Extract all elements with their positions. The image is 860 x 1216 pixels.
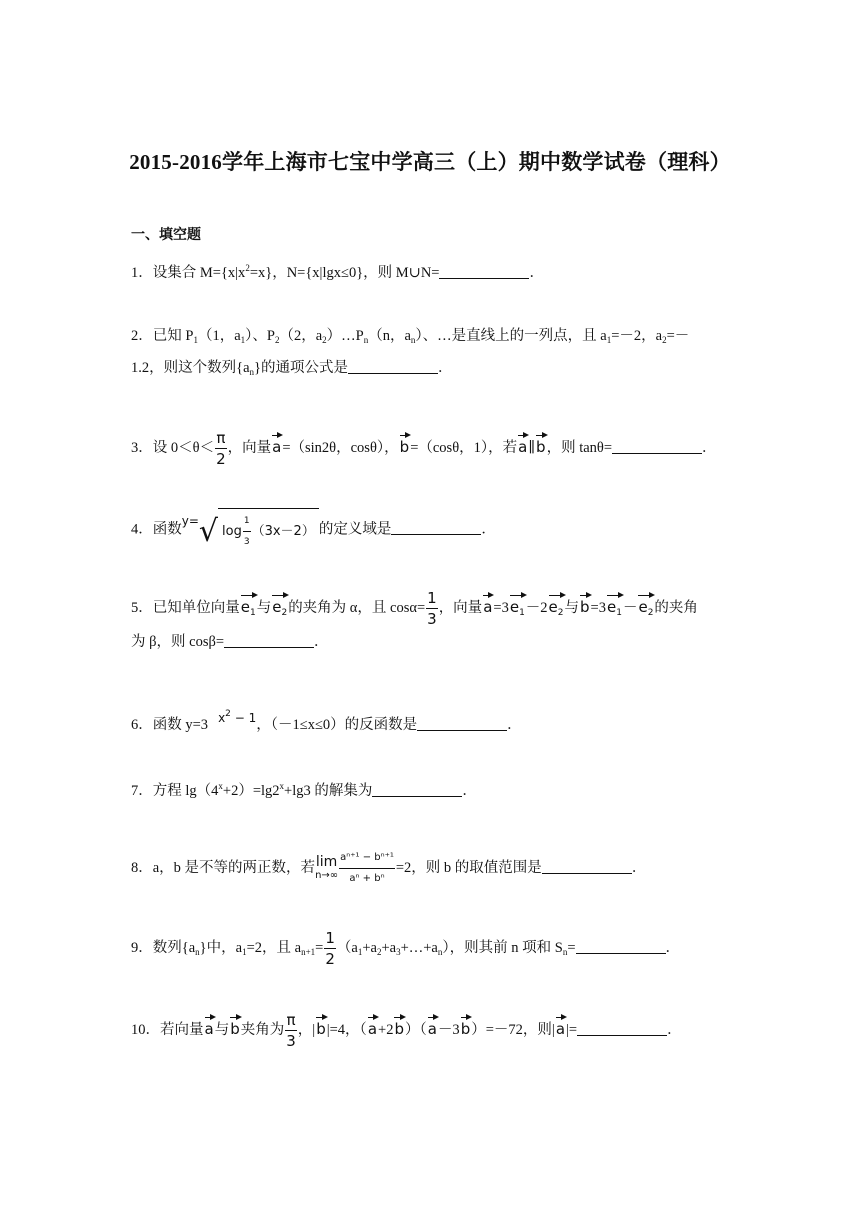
vector-b: b <box>394 1013 404 1039</box>
question-text <box>243 511 251 552</box>
question-1 <box>131 258 544 283</box>
question-text: e <box>548 597 558 616</box>
question-text: +lg3 的解集为 <box>284 783 373 799</box>
question-text: ，向量 <box>227 439 272 456</box>
question-text: +…+a <box>400 939 438 956</box>
question-text: 1.2，则这个数列{a <box>131 360 250 376</box>
question-text: 9．数列{a <box>131 939 196 956</box>
question-text: }中，a <box>199 939 243 956</box>
question-text: （2，a <box>279 328 323 344</box>
question-text: n <box>195 946 200 957</box>
question-text: 与 <box>564 599 580 616</box>
question-text: x <box>279 781 285 791</box>
question-text: n <box>410 335 416 345</box>
answer-blank[interactable] <box>576 939 666 954</box>
question-text: y= <box>181 514 199 528</box>
answer-blank[interactable] <box>439 264 529 279</box>
question-text: 1 <box>240 335 246 345</box>
question-10 <box>131 1010 682 1051</box>
question-text: 3 <box>286 1032 296 1050</box>
question-text: ）、P <box>245 328 275 344</box>
question-text: ，（－1≤x≤0）的反函数是 <box>256 717 418 733</box>
question-text: e <box>606 597 617 616</box>
question-text: ，向量 <box>438 599 483 616</box>
question-text: 8．a，b 是不等的两正数，若 <box>131 859 316 876</box>
question-5-line-2 <box>131 632 329 652</box>
answer-blank[interactable] <box>348 359 438 374</box>
question-text: 2 <box>557 607 564 618</box>
vector-a: a <box>483 591 492 617</box>
vector-e1 <box>510 591 525 623</box>
question-text: 1 <box>325 929 335 947</box>
question-text: 2 <box>216 450 226 468</box>
answer-blank[interactable] <box>542 859 632 874</box>
question-text: =（cosθ，1），若 <box>410 439 518 456</box>
question-text: ． <box>529 265 544 281</box>
question-text: 2 <box>274 335 280 345</box>
question-7 <box>131 776 477 801</box>
question-text: = <box>315 939 324 956</box>
vector-a: a <box>272 431 281 457</box>
question-text: +a <box>381 939 397 956</box>
question-text: ． <box>314 634 329 650</box>
question-text: lim <box>315 853 338 870</box>
answer-blank[interactable] <box>224 633 314 648</box>
question-text: e <box>240 597 250 616</box>
question-text: ，则 tanθ= <box>546 439 613 456</box>
vector-b: b <box>230 1013 240 1039</box>
question-text: √ <box>198 514 219 549</box>
question-text: 夹角为 <box>240 1021 285 1038</box>
question-text: =（sin2θ，cosθ）， <box>282 439 399 456</box>
question-text <box>218 508 319 552</box>
question-text: ． <box>438 360 453 376</box>
question-text: ． <box>462 783 477 799</box>
question-text: ，| <box>297 1021 316 1038</box>
question-text: 3．设 0＜θ＜ <box>131 439 215 456</box>
question-text: 7．方程 lg（4 <box>131 783 219 799</box>
question-text: 2 <box>325 950 335 968</box>
question-text: 2 <box>245 263 250 273</box>
question-text: − 1 <box>230 711 257 725</box>
question-text: x <box>218 711 226 725</box>
question-text: 3 <box>243 531 251 552</box>
question-text: （3x－2） <box>251 524 315 539</box>
question-text: =－ <box>666 328 690 344</box>
vector-b: b <box>536 431 546 457</box>
question-text: ． <box>507 717 522 733</box>
question-text: |= <box>566 1021 578 1038</box>
question-text: log <box>222 524 242 539</box>
question-text: 为 β，则 cosβ= <box>131 634 225 650</box>
question-text <box>339 848 395 889</box>
question-text: 2 <box>322 335 327 345</box>
question-text: 1 <box>243 516 250 526</box>
question-text: n <box>437 946 443 957</box>
question-text: 2 <box>281 607 288 618</box>
question-text: 3 <box>396 946 401 957</box>
question-text: +a <box>362 939 377 956</box>
question-text: －2 <box>525 599 548 616</box>
question-text: e <box>509 597 520 616</box>
page-title: 2015-2016学年上海市七宝中学高三（上）期中数学试卷（理科） <box>129 150 731 174</box>
question-text: e <box>272 597 282 616</box>
question-text: 1 <box>357 946 363 957</box>
question-text: ∥ <box>528 439 536 456</box>
question-text: 1 <box>606 335 612 345</box>
question-text: （1，a <box>197 328 241 344</box>
question-text: 3 <box>427 610 437 628</box>
vector-a: a <box>518 431 527 457</box>
question-8 <box>131 848 646 889</box>
question-text: 的定义域是 <box>318 521 392 538</box>
question-text: 1 <box>193 335 198 345</box>
question-text: 与 <box>214 1021 230 1038</box>
question-text: ． <box>667 1021 682 1038</box>
question-2-line-2 <box>131 358 453 382</box>
question-text: 6．函数 y=3 <box>131 717 209 733</box>
question-text: 2 <box>376 946 382 957</box>
vector-e1 <box>241 591 256 623</box>
vector-a: a <box>368 1013 377 1039</box>
question-text: 1 <box>242 946 247 957</box>
question-text: － <box>622 599 638 616</box>
question-text: 的夹角为 α，且 cosα= <box>288 599 426 616</box>
question-text: ）…P <box>326 328 364 344</box>
question-text: －3 <box>437 1021 460 1038</box>
question-text: x <box>218 781 223 791</box>
question-text: =－2，a <box>611 328 663 344</box>
question-text <box>218 711 256 725</box>
question-text: n+1 <box>301 946 316 957</box>
limit-expression: lim n→∞ <box>315 853 339 881</box>
question-text: 1 <box>249 607 256 618</box>
question-text: aⁿ + bⁿ <box>339 868 395 889</box>
question-text: 2 <box>662 335 667 345</box>
question-text: ． <box>631 859 647 876</box>
vector-e2 <box>638 591 653 623</box>
question-text: 10．若向量 <box>131 1021 204 1038</box>
answer-blank[interactable] <box>417 716 507 731</box>
answer-blank[interactable] <box>577 1021 667 1036</box>
question-text: ）=－72，则| <box>471 1021 555 1038</box>
question-text: +2）=lg2 <box>222 783 280 799</box>
question-text: =2，则 b 的取值范围是 <box>395 859 542 876</box>
question-text: ）、…是直线上的一列点，且 a <box>415 328 607 344</box>
fraction <box>324 928 336 969</box>
question-text: ），则其前 n 项和 S <box>442 939 563 956</box>
question-6 <box>131 704 522 735</box>
vector-e2 <box>272 591 287 623</box>
answer-blank[interactable] <box>612 439 702 454</box>
question-text: |=4，（ <box>326 1021 367 1038</box>
question-text: =2，且 a <box>246 939 302 956</box>
section-heading: 一、填空题 <box>131 228 201 243</box>
vector-b: b <box>580 591 590 617</box>
question-text: 1 <box>616 607 622 618</box>
answer-blank[interactable] <box>372 782 462 797</box>
fraction <box>215 428 227 469</box>
question-text: ）（ <box>404 1021 427 1038</box>
question-9 <box>131 928 680 969</box>
question-text: π <box>286 1011 296 1029</box>
fraction <box>426 588 438 629</box>
question-text: 与 <box>256 599 272 616</box>
question-text: 的夹角 <box>654 599 698 616</box>
question-text: =3 <box>493 599 509 616</box>
question-text: 2 <box>647 607 654 618</box>
vector-b: b <box>400 431 410 457</box>
question-text: 1 <box>519 607 525 618</box>
question-text: ． <box>481 521 496 538</box>
question-text: 4．函数 <box>131 521 182 538</box>
question-text: 1 <box>427 589 437 607</box>
question-text: 2．已知 P <box>131 328 194 344</box>
vector-e1 <box>607 591 622 623</box>
question-text: }的通项公式是 <box>254 360 348 376</box>
vector-b: b <box>461 1013 471 1039</box>
question-text: 5．已知单位向量 <box>131 599 240 616</box>
question-text: +2 <box>378 1021 394 1038</box>
question-text: n <box>363 335 369 345</box>
fraction <box>285 1010 297 1051</box>
answer-blank[interactable] <box>391 520 481 535</box>
sqrt-expression <box>182 508 319 552</box>
question-text: （a <box>336 939 358 956</box>
question-text: aⁿ⁺¹ − bⁿ⁺¹ <box>340 852 394 863</box>
vector-b: b <box>316 1013 326 1039</box>
question-4 <box>131 508 496 552</box>
vector-a: a <box>205 1013 214 1039</box>
question-text: = <box>567 939 576 956</box>
question-text: 1．设集合 M={x|x <box>131 265 246 281</box>
question-text: n <box>249 367 255 377</box>
question-text: ． <box>702 439 717 456</box>
vector-a: a <box>556 1013 565 1039</box>
question-text: π <box>216 429 226 447</box>
question-5 <box>131 588 698 629</box>
question-text: =x}，N={x|lgx≤0}，则 M∪N= <box>249 265 440 281</box>
question-2 <box>131 326 689 350</box>
question-text: 2 <box>225 709 231 719</box>
vector-a: a <box>428 1013 437 1039</box>
question-text: =3 <box>590 599 606 616</box>
question-text: ． <box>665 939 680 956</box>
question-text: e <box>638 597 648 616</box>
question-text: n <box>562 946 568 957</box>
question-text: （n，a <box>368 328 411 344</box>
question-3 <box>131 428 717 469</box>
vector-e2 <box>549 591 564 623</box>
